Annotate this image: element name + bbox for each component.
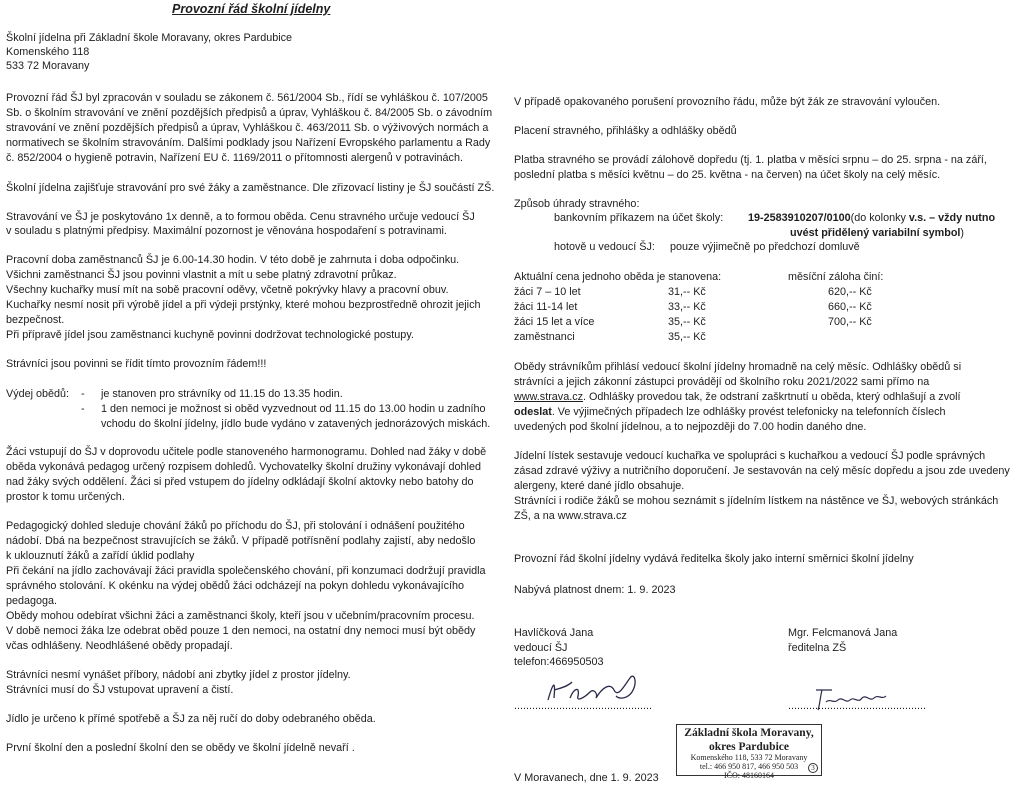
bank-note-line — [790, 226, 964, 240]
vydej-line: 1 den nemoci je možnost si oběd vyzvednout od 11.15 do 13.00 hodin u zadního — [101, 403, 486, 415]
school-stamp — [676, 724, 822, 780]
stamp-number: 3 — [808, 763, 818, 773]
price-heading: Aktuální cena jednoho oběda je stanovena: — [514, 271, 722, 283]
price-group: žáci 15 let a více — [514, 316, 595, 328]
ordering-line: uvedených pod školní jídelnou, a to nejpozději do 7.00 hodin daného dne. — [514, 421, 867, 433]
bank-note-start: (do kolonky — [850, 212, 909, 224]
ordering-line: Obědy strávníkům přihlásí vedoucí školní jídelny hromadně na celý měsíc. Odhlášky obědů si — [514, 361, 962, 373]
validity-paragraph: Nabývá platnost dnem: 1. 9. 2023 — [514, 584, 676, 596]
vydej-label: Výdej obědů: — [6, 388, 70, 400]
vydej-dash: - — [81, 388, 85, 400]
legal-line: Sb. o školním stravování ve znění pozdějších předpisů a úprav, Vyhláškou č. 84/2005 Sb. o závodním — [6, 107, 493, 119]
advance-heading: měsíční záloha činí: — [788, 271, 884, 283]
header-line: 533 72 Moravany — [6, 60, 90, 72]
signer-right-line: ředitelna ZŠ — [788, 642, 847, 654]
legal-line: č. 852/2004 o hygieně potravin, Nařízení EU č. 1169/2011 o přítomnosti alergenů v potravinách. — [6, 152, 463, 164]
stamp-line: Komenského 118, 533 72 Moravany — [690, 753, 808, 762]
entry-line: oběda vykonává pedagog určený rozpisem dohledů. Vychovatelky školní družiny vykonávají dohled — [6, 461, 481, 473]
entry-line: prostor k tomu určených. — [6, 491, 125, 503]
payment-line: Platba stravného se provádí zálohově dopředu (tj. 1. platba v měsíci srpnu – do 25. srpna - na září, — [514, 154, 987, 166]
price-group: žáci 11-14 let — [514, 301, 578, 313]
bank-label: bankovním příkazem na účet školy: — [554, 212, 724, 224]
signature-line-right: .............................................. — [788, 700, 926, 712]
supervision-line: Pedagogický dohled sleduje chování žáků po příchodu do ŠJ, při stolování i odnášení použitého — [6, 520, 465, 532]
strava-link[interactable]: www.strava.cz — [514, 391, 583, 403]
signer-right-line: Mgr. Felcmanová Jana — [788, 627, 898, 639]
price-value: 33,-- Kč — [668, 301, 706, 313]
bank-note-vs: v.s. – vždy nutno — [908, 212, 996, 224]
ordering-line — [514, 405, 946, 419]
staff-line: Všechny kuchařky musí mít na sobě pracovní oděvy, včetně pokrývky hlavy a pracovní obuv. — [6, 284, 449, 296]
header-line: Komenského 118 — [6, 46, 90, 58]
exclusion-paragraph: V případě opakovaného porušení provozního řádu, může být žák ze stravování vyloučen. — [514, 96, 941, 108]
ordering-line — [514, 390, 961, 404]
staff-line: Pracovní doba zaměstnanců ŠJ je 6.00-14.30 hodin. V této době je zahrnuta i doba odpočinku. — [6, 254, 460, 266]
ordering-text: . Ve výjimečných případech lze odhlášky provést telefonicky na telefonních číslech — [551, 406, 946, 418]
advance-value: 700,-- Kč — [828, 316, 872, 328]
cash-label: hotově u vedoucí ŠJ: — [554, 241, 655, 253]
supervision-line: pedagoga. — [6, 595, 58, 607]
legal-line: Provozní řád ŠJ byl zpracován v souladu se zákonem č. 561/2004 Sb., řídí se vyhláškou č. 107/2005 — [6, 92, 488, 104]
price-value: 31,-- Kč — [668, 286, 706, 298]
legal-line: normativech se školním stravováním. Dalšími podklady jsou Nařízení Evropského parlamentu a Rady — [6, 137, 491, 149]
staff-line: Kuchařky nesmí nosit při výrobě jídel a při výdeji prstýnky, které mohou bezprostředně ohrozit jejich — [6, 299, 481, 311]
supervision-line: Obědy mohou odebírat všichni žáci a zaměstnanci školy, kteří jsou v učebním/pracovním procesu. — [6, 610, 475, 622]
document-title: Provozní řád školní jídelny — [172, 2, 331, 16]
signer-left-line: telefon:466950503 — [514, 656, 604, 668]
menu-line: Jídelní lístek sestavuje vedoucí kuchařka ve spolupráci s kuchařkou a vedoucí ŠJ podle správných — [514, 450, 986, 462]
payment-heading: Placení stravného, přihlášky a odhlášky obědů — [514, 125, 737, 137]
supervision-line: správného stolování. K okénku na výdej obědů žáci odcházejí na pokyn dohledu vykonávajícího — [6, 580, 464, 592]
staff-line: bezpečnost. — [6, 314, 65, 326]
vydej-line: je stanoven pro strávníky od 11.15 do 13.35 hodin. — [101, 388, 343, 400]
advance-value: 660,-- Kč — [828, 301, 872, 313]
supervision-line: V době nemoci žáka lze odebrat oběd pouze 1 den nemoci, na ostatní dny nemoci musí být obědy — [6, 625, 476, 637]
price-group: zaměstnanci — [514, 331, 575, 343]
bank-account-line — [748, 211, 995, 225]
staff-line: Všichni zaměstnanci ŠJ jsou povinni vlastnit a mít u sebe platný zdravotní průkaz. — [6, 269, 397, 281]
payment-line: poslední platba s měsíci květnu – do 25. května - na červen) na účet školy na celý měsíc. — [514, 169, 941, 181]
provides-paragraph: Školní jídelna zajišťuje stravování pro své žáky a zaměstnance. Dle zřizovací listiny je ŠJ součástí ZŠ. — [6, 182, 495, 194]
odeslat-word: odeslat — [514, 406, 552, 418]
vydej-dash: - — [81, 403, 85, 415]
price-value: 35,-- Kč — [668, 331, 706, 343]
entry-line: Žáci vstupují do ŠJ v doprovodu učitele podle stanoveného harmonogramu. Dohled nad žáky v době — [6, 446, 487, 458]
obey-paragraph: Strávníci jsou povinni se řídit tímto provozním řádem!!! — [6, 358, 267, 370]
vydej-line: vchodu do školní jídelny, jídlo bude vydáno v zatavených jednorázových miskách. — [101, 418, 491, 430]
food-paragraph: Jídlo je určeno k přímé spotřebě a ŠJ za něj ručí do doby odebraného oběda. — [6, 713, 376, 725]
supervision-line: k uklouznutí žáků a zařídí úklid podlahy — [6, 550, 195, 562]
supervision-line: nádobí. Dbá na bezpečnost stravujících se žáků. V případě potřísnění podlahy zajistí, aby nedošlo — [6, 535, 476, 547]
bank-note-symbol: uvést přidělený variabilní symbol — [790, 227, 961, 239]
ordering-line: strávníci a jejich zákonní zástupci provádějí od školního roku 2021/2022 sami přímo na — [514, 376, 930, 388]
menu-line: ZŠ, a na www.strava.cz — [514, 510, 627, 522]
stamp-line: IČO: 48160164 — [724, 771, 774, 780]
meal-line: v souladu s platnými předpisy. Maximální pozornost je věnována hospodaření s potravinami. — [6, 225, 447, 237]
ordering-text: . Odhlášky provedou tak, že odstraní zaškrtnutí u oběda, který odhlašují a zvolí — [583, 391, 961, 403]
menu-line: Strávníci i rodiče žáků se mohou seznámit s jídelním lístkem na nástěnce ve ŠJ, webových stránkách — [514, 495, 999, 507]
bank-account: 19-2583910207/0100 — [748, 212, 851, 224]
meal-line: Stravování ve ŠJ je poskytováno 1x denně, a to formou oběda. Cenu stravného určuje vedoucí ŠJ — [6, 211, 475, 223]
place-date: V Moravanech, dne 1. 9. 2023 — [514, 772, 659, 784]
header-line: Školní jídelna při Základní škole Moravany, okres Pardubice — [6, 32, 293, 44]
entry-line: nad žáky svých oddělení. Žáci si před vstupem do jídelny odkládají školní aktovky nebo batohy do — [6, 476, 474, 488]
issued-paragraph: Provozní řád školní jídelny vydává ředitelka školy jako interní směrnici školní jídelny — [514, 553, 914, 565]
signer-left-line: Havlíčková Jana — [514, 627, 594, 639]
menu-line: alergeny, které dané jídlo obsahuje. — [514, 480, 685, 492]
price-group: žáci 7 – 10 let — [514, 286, 581, 298]
carry-line: Strávníci musí do ŠJ vstupovat upravení a čistí. — [6, 684, 234, 696]
supervision-line: včas odhlášeny. Neodhlášené obědy propadají. — [6, 640, 233, 652]
legal-line: stravování ve znění pozdějších předpisů a úprav, Vyhláškou č. 463/2011 Sb. o výživových normách a — [6, 122, 489, 134]
supervision-line: Při čekání na jídlo zachovávají žáci pravidla společenského chování, při konzumaci dodržují pravidla — [6, 565, 486, 577]
cash-note: pouze výjimečně po předchozí domluvě — [670, 241, 860, 253]
stamp-line: tel.: 466 950 817, 466 950 503 — [699, 762, 799, 771]
carry-line: Strávníci nesmí vynášet příbory, nádobí ani zbytky jídel z prostor jídelny. — [6, 669, 351, 681]
stamp-line: okres Pardubice — [709, 741, 789, 753]
staff-line: Při přípravě jídel jsou zaměstnanci kuchyně povinni dodržovat technologické postupy. — [6, 329, 414, 341]
firstlast-paragraph: První školní den a poslední školní den se obědy ve školní jídelně nevaří . — [6, 742, 355, 754]
bank-note-end: ) — [960, 227, 965, 239]
signer-left-line: vedoucí ŠJ — [514, 642, 568, 654]
menu-line: zásad zdravé výživy a nutričního doporučení. Je sestavován na celý měsíc dopředu a jsou zde uvedeny — [514, 465, 1010, 477]
price-value: 35,-- Kč — [668, 316, 706, 328]
method-label: Způsob úhrady stravného: — [514, 198, 640, 210]
signature-line-left: .............................................. — [514, 700, 652, 712]
stamp-line: Základní škola Moravany, — [684, 727, 814, 739]
advance-value: 620,-- Kč — [828, 286, 872, 298]
